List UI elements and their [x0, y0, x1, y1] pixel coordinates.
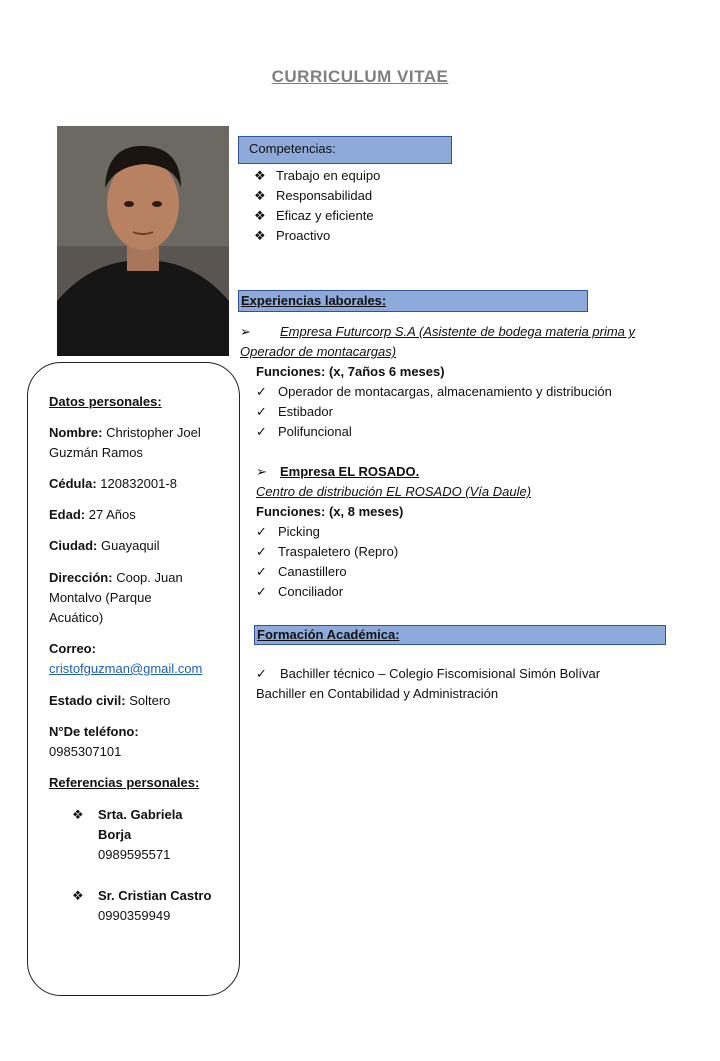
- diamond-bullet-icon: ❖: [72, 807, 84, 822]
- list-item: ✓ Picking: [256, 522, 398, 542]
- edad-field: Edad: 27 Años: [49, 507, 136, 522]
- list-item: ✓ Canastillero: [256, 562, 398, 582]
- list-item: ✓ Polifuncional: [256, 422, 612, 442]
- diamond-bullet-icon: ❖: [72, 888, 84, 903]
- competencias-list: [254, 166, 380, 246]
- list-item: ❖ Eficaz y eficiente: [254, 206, 380, 226]
- job2-funciones: Funciones: (x, 8 meses): [256, 504, 404, 519]
- list-item: ✓ Operador de montacargas, almacenamiento y distribución: [256, 382, 612, 402]
- referencias-header: Referencias personales:: [49, 775, 200, 790]
- reference-item: ❖ Sr. Cristian Castro 0990359949: [72, 888, 212, 923]
- email-link[interactable]: cristofguzman@gmail.com: [49, 661, 203, 676]
- formacion-header: Formación Académica:: [254, 625, 666, 645]
- check-icon: ✓: [256, 564, 267, 579]
- check-icon: ✓: [256, 424, 267, 439]
- check-icon: ✓: [256, 384, 267, 399]
- arrow-bullet-icon: ➢: [240, 324, 251, 339]
- formacion-content: ✓ Bachiller técnico – Colegio Fiscomisional Simón Bolívar Bachiller en Contabilidad y Administración: [256, 666, 601, 701]
- check-icon: ✓: [256, 666, 267, 681]
- job1-list: [256, 382, 612, 442]
- check-icon: ✓: [256, 404, 267, 419]
- diamond-bullet-icon: ❖: [254, 188, 266, 203]
- personal-header: Datos personales:: [49, 394, 162, 409]
- job2-list: [256, 522, 398, 602]
- profile-photo: [57, 126, 229, 356]
- list-item: ✓ Estibador: [256, 402, 612, 422]
- direccion-field: Dirección: Coop. Juan Montalvo (Parque Acuático): [49, 570, 183, 625]
- experiencias-header: Experiencias laborales:: [238, 290, 588, 312]
- diamond-bullet-icon: ❖: [254, 208, 266, 223]
- person-photo-icon: [57, 126, 229, 356]
- list-item: ❖ Responsabilidad: [254, 186, 380, 206]
- job1-title: ➢ Empresa Futurcorp S.A (Asistente de bodega materia prima y Operador de montacargas): [240, 324, 636, 359]
- cedula-field: Cédula: 120832001-8: [49, 476, 177, 491]
- list-item: ❖ Trabajo en equipo: [254, 166, 380, 186]
- page-title: CURRICULUM VITAE: [271, 67, 449, 86]
- arrow-bullet-icon: ➢: [256, 464, 267, 479]
- list-item: ✓ Conciliador: [256, 582, 398, 602]
- check-icon: ✓: [256, 524, 267, 539]
- reference-item: ❖ Srta. Gabriela Borja 0989595571: [72, 807, 183, 862]
- list-item: ❖ Proactivo: [254, 226, 380, 246]
- telefono-field: N°De teléfono: 0985307101: [49, 724, 139, 759]
- list-item: ✓ Traspaletero (Repro): [256, 542, 398, 562]
- check-icon: ✓: [256, 584, 267, 599]
- diamond-bullet-icon: ❖: [254, 168, 266, 183]
- job2-subtitle: Centro de distribución EL ROSADO (Vía Daule): [256, 484, 532, 499]
- job2-title: ➢ Empresa EL ROSADO.: [256, 462, 419, 482]
- check-icon: ✓: [256, 544, 267, 559]
- competencias-header: Competencias:: [238, 136, 452, 164]
- ciudad-field: Ciudad: Guayaquil: [49, 538, 160, 553]
- nombre-field: Nombre: Christopher Joel Guzmán Ramos: [49, 425, 201, 460]
- diamond-bullet-icon: ❖: [254, 228, 266, 243]
- estado-field: Estado civil: Soltero: [49, 693, 171, 708]
- correo-field: Correo: cristofguzman@gmail.com: [49, 641, 203, 676]
- job1-funciones: Funciones: (x, 7años 6 meses): [256, 364, 445, 379]
